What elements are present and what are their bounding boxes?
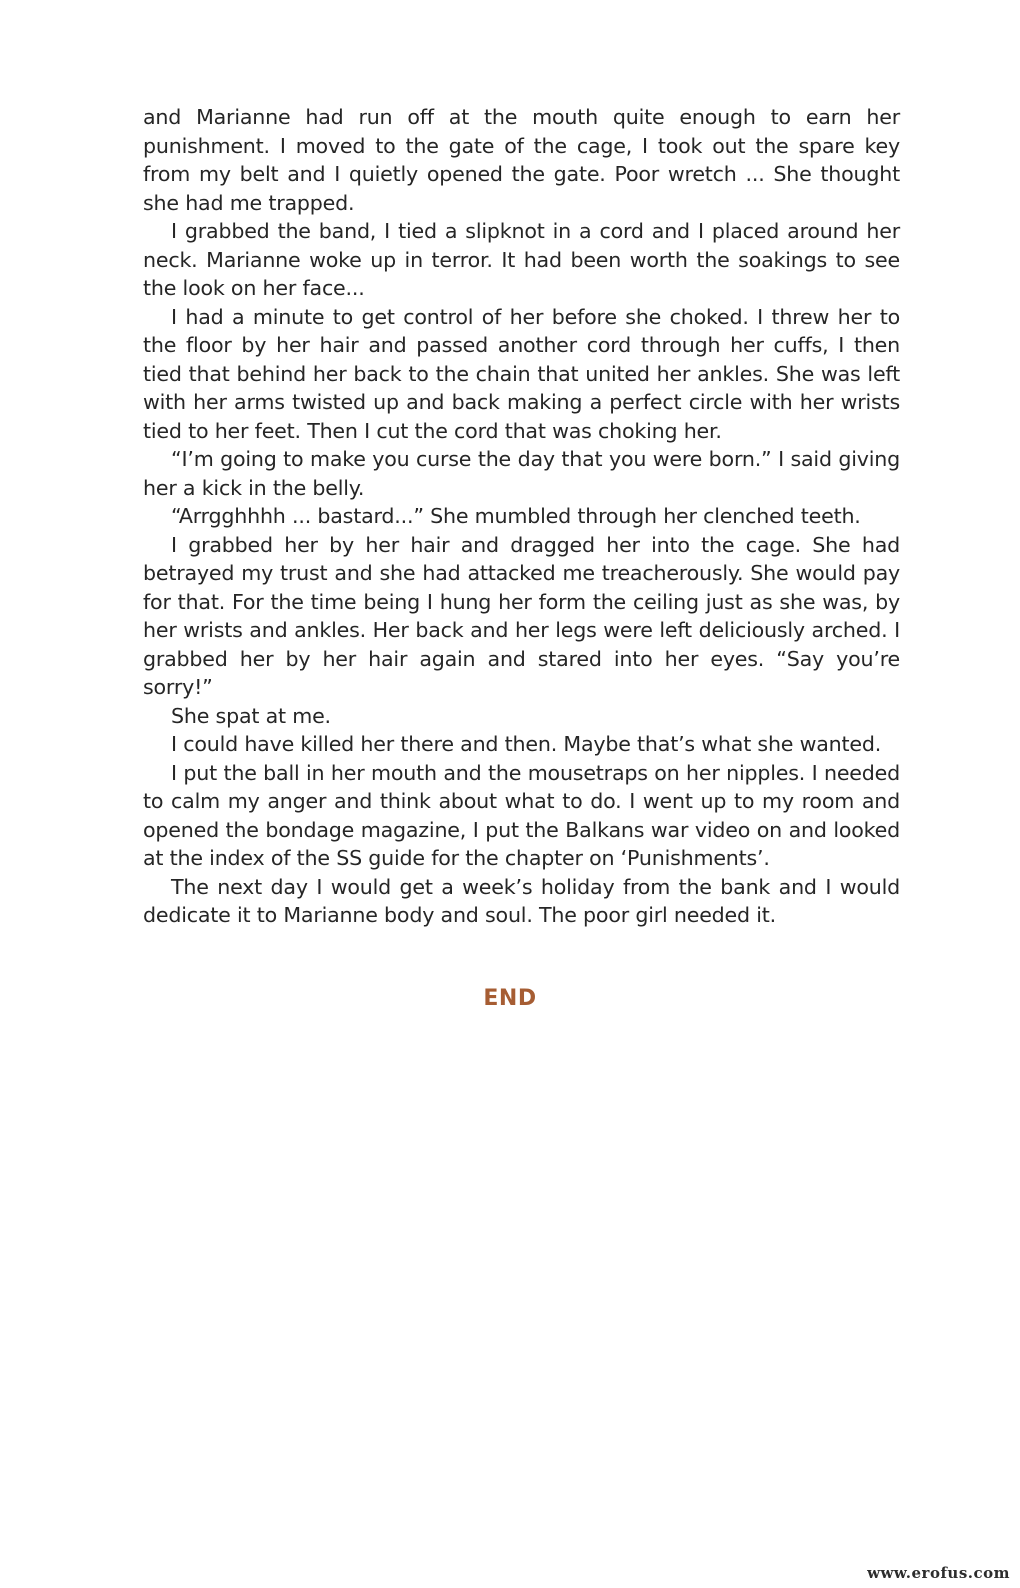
paragraph: She spat at me. (171, 703, 331, 728)
paragraph: I put the ball in her mouth and the mousetraps on her nipples. I needed to calm my anger and think about what to do. I went up to my room and opened the bondage magazine, I put the Balkans war video on and looked at the index of the SS guide for the chapter on ‘Punishments’. (143, 760, 900, 870)
paragraph-continuation: and Marianne had run off at the mouth quite enough to earn her punishment. I moved to the gate of the cage, I took out the spare key from my belt and I quietly opened the gate. Poor wretch ... She thought she had me trapped. (143, 105, 900, 215)
end-heading: END (483, 986, 537, 1011)
paragraph: “I’m going to make you curse the day that you were born.” I said giving her a kick in the belly. (143, 447, 900, 500)
paragraph: I grabbed her by her hair and dragged her into the cage. She had betrayed my trust and she had attacked me treacherously. She would pay for that. For the time being I hung her form the ceiling just as she was, by her wrists and ankles. Her back and her legs were left deliciously arched. I grabbed her by her hair again and stared into her eyes. “Say you’re sorry!” (143, 532, 900, 699)
paragraph: I had a minute to get control of her before she choked. I threw her to the floor by her hair and passed another cord through her cuffs, I then tied that behind her back to the chain that united her ankles. She was left with her arms twisted up and back making a perfect circle with her wrists tied to her feet. Then I cut the cord that was choking her. (143, 304, 900, 443)
watermark: www.erofus.com (867, 1564, 1010, 1582)
paragraph: I grabbed the band, I tied a slipknot in a cord and I placed around her neck. Marianne woke up in terror. It had been worth the soakings to see the look on her face... (143, 219, 900, 300)
story-text (143, 103, 900, 930)
paragraph: “Arrgghhhh ... bastard...” She mumbled through her clenched teeth. (171, 504, 861, 528)
paragraph: I could have killed her there and then. Maybe that’s what she wanted. (171, 732, 882, 756)
paragraph: The next day I would get a week’s holiday from the bank and I would dedicate it to Marianne body and soul. The poor girl needed it. (143, 874, 900, 927)
